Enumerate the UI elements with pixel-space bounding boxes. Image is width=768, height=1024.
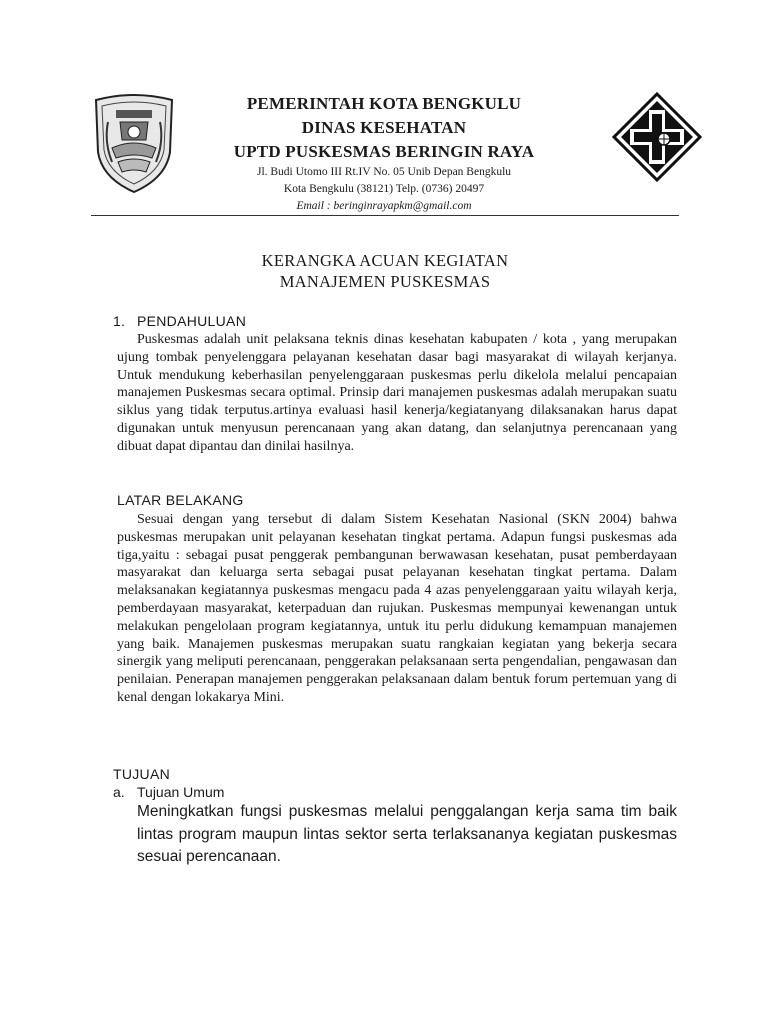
section-number: 1. (113, 313, 126, 329)
header-email: Email : beringinrayapkm@gmail.com (296, 200, 472, 212)
header-institution-name: UPTD PUSKESMAS BERINGIN RAYA (233, 142, 535, 161)
document-title-line1: KERANGKA ACUAN KEGIATAN (261, 251, 509, 270)
header-address-line: Jl. Budi Utomo III Rt.IV No. 05 Unib Depan Bengkulu (256, 166, 512, 178)
paragraph-latar-belakang: Sesuai dengan yang tersebut di dalam Sistem Kesehatan Nasional (SKN 2004) bahwa puskesmas merupakan unit pelayanan kesehatan tingkat pertama. Adapun fungsi puskesmas ada tiga,yaitu : sebagai pusat penggerak pembangunan berwawasan kesehatan, pusat pemberdayaan masyarakat dan keluarga serta sebagai pusat pelayanan kesehatan tingkat pertama. Dalam melaksanakan kegiatannya puskesmas mengacu pada 4 azas penyelenggaraan yaitu wilayah kerja, pemberdayaan masyarakat, keterpaduan dan rujukan. Puskesmas mempunyai kewenangan untuk melakukan pengelolaan program kegiatannya, untuk itu perlu didukung kemampuan manajemen yang baik. Manajemen puskesmas merupakan suatu rangkaian kegiatan yang bekerja secara sinergik yang meliputi perencanaan, penggerakan pelaksanaan serta pengendalian, pengawasan dan penilaian. Penerapan manajemen penggerakan pelaksanaan dalam bentuk forum pertemuan yang di kenal dengan lokakarya Mini. (117, 512, 677, 705)
header-city-phone: Kota Bengkulu (38121) Telp. (0736) 20497 (283, 183, 485, 195)
paragraph-pendahuluan: Puskesmas adalah unit pelaksana teknis dinas kesehatan kabupaten / kota , yang merupakan ujung tombak penyelenggara pelayanan kesehatan dasar bagi masyarakat di wilayah kerjanya. Untuk mendukung keberhasilan penyelenggaraan puskesmas perlu dikelola melalui pencapaian manajemen Puskesmas secara optimal. Prinsip dari manajemen puskesmas adalah merupakan suatu siklus yang tidak terputus.artinya evaluasi hasil kenerja/kegiatanyang dilaksanakan harus dapat digunakan untuk menyusun perencanaan yang akan datang, dan selanjutnya perencanaan yang dibuat dapat dipantau dan dinilai hasilnya. (117, 332, 677, 454)
document-title-line2: MANAJEMEN PUSKESMAS (279, 272, 491, 291)
section-heading-pendahuluan: PENDAHULUAN (137, 313, 247, 329)
puskesmas-logo-icon (612, 92, 702, 182)
tujuan-umum-letter: a. (113, 784, 125, 800)
header-government-name: PEMERINTAH KOTA BENGKULU (246, 94, 522, 113)
tujuan-umum-label: Tujuan Umum (137, 784, 225, 800)
section-heading-latar-belakang: LATAR BELAKANG (117, 492, 244, 508)
header-agency-name: DINAS KESEHATAN (301, 118, 467, 137)
paragraph-tujuan-umum: Meningkatkan fungsi puskesmas melalui penggalangan kerja sama tim baik lintas program maupun lintas sektor serta terlaksananya kegiatan puskesmas sesuai perencanaan. (137, 803, 677, 865)
section-heading-tujuan: TUJUAN (113, 766, 171, 782)
header-divider (91, 215, 679, 216)
